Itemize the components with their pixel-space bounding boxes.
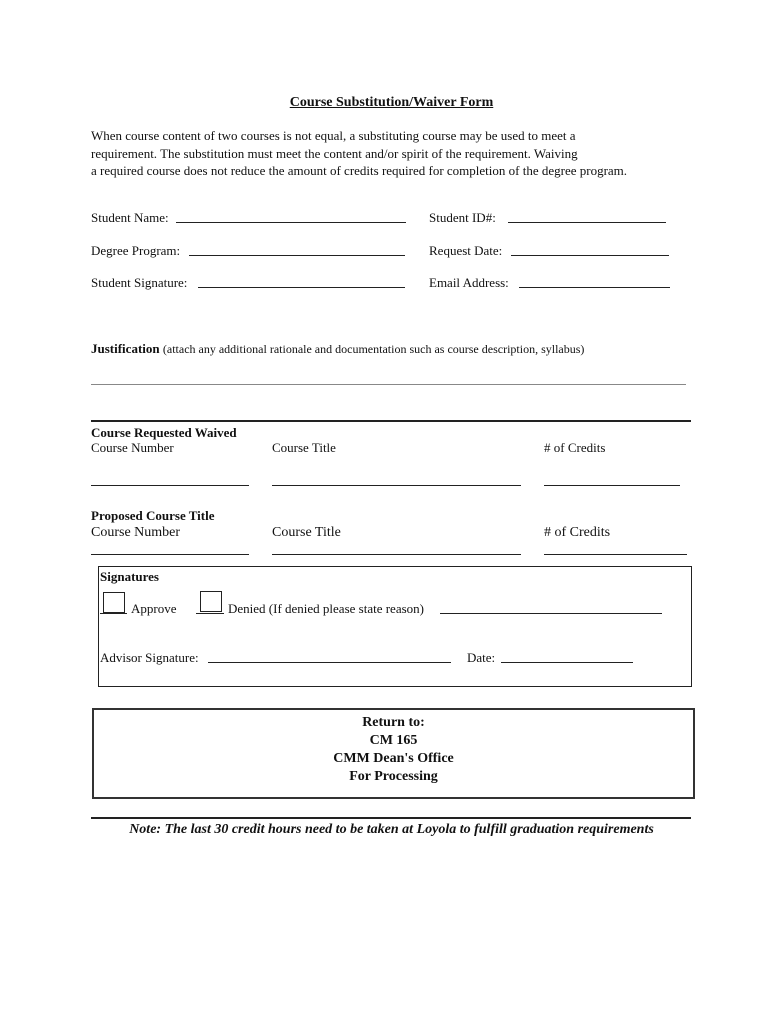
student-signature-field[interactable] (198, 287, 405, 288)
email-address-field[interactable] (519, 287, 670, 288)
waived-col-title: Course Title (272, 440, 336, 455)
degree-program-field[interactable] (189, 255, 405, 256)
proposed-col-credits: # of Credits (544, 525, 611, 540)
advisor-signature-field[interactable] (208, 662, 451, 663)
approve-underline (100, 613, 127, 614)
student-signature-label: Student Signature: (91, 275, 188, 290)
request-date-label: Request Date: (429, 243, 503, 258)
return-line: CM 165 (369, 733, 418, 748)
request-date-field[interactable] (511, 255, 669, 256)
proposed-number-field[interactable] (91, 554, 249, 555)
advisor-signature-label: Advisor Signature: (100, 650, 199, 665)
justification-heading (91, 341, 584, 357)
advisor-date-label: Date: (467, 650, 496, 665)
waived-credits-field[interactable] (544, 485, 680, 486)
justification-hint: (attach any additional rationale and documentation such as course description, syllabus) (162, 342, 585, 356)
approve-checkbox[interactable] (103, 592, 125, 613)
proposed-credits-field[interactable] (544, 554, 687, 555)
waived-number-field[interactable] (91, 485, 249, 486)
denied-label: Denied (If denied please state reason) (228, 601, 424, 616)
signatures-box (98, 566, 692, 687)
denied-underline (196, 613, 224, 614)
waived-heading: Course Requested Waived (91, 425, 237, 440)
advisor-date-field[interactable] (501, 662, 633, 663)
student-id-field[interactable] (508, 222, 666, 223)
return-line: Return to: (362, 715, 425, 730)
degree-program-label: Degree Program: (91, 243, 181, 258)
signatures-heading: Signatures (100, 569, 159, 584)
form-title: Course Substitution/Waiver Form (289, 95, 494, 110)
graduation-note: Note: The last 30 credit hours need to be taken at Loyola to fulfill graduation requirements (129, 822, 654, 837)
intro-paragraph (91, 127, 691, 180)
justification-field[interactable] (91, 384, 686, 385)
approve-label: Approve (131, 601, 177, 616)
intro-line: requirement. The substitution must meet the content and/or spirit of the requirement. Waiving (91, 145, 578, 161)
intro-line: a required course does not reduce the amount of credits required for completion of the degree program. (91, 163, 628, 178)
student-name-field[interactable] (176, 222, 406, 223)
student-name-label: Student Name: (91, 210, 169, 225)
intro-line: When course content of two courses is not equal, a substituting course may be used to meet a (91, 128, 576, 143)
note-divider (91, 817, 691, 819)
proposed-title-field[interactable] (272, 554, 521, 555)
proposed-heading: Proposed Course Title (91, 508, 215, 523)
proposed-col-number: Course Number (91, 525, 181, 540)
proposed-col-title: Course Title (272, 525, 341, 540)
waived-title-field[interactable] (272, 485, 521, 486)
return-line: For Processing (349, 769, 438, 784)
return-line: CMM Dean's Office (333, 751, 454, 766)
denied-reason-field[interactable] (440, 613, 662, 614)
denied-checkbox[interactable] (200, 591, 222, 612)
waived-col-number: Course Number (91, 440, 174, 455)
email-address-label: Email Address: (429, 275, 509, 290)
section-divider (91, 420, 691, 422)
return-box (92, 708, 695, 799)
justification-label: Justification (91, 341, 160, 356)
waived-col-credits: # of Credits (544, 440, 606, 455)
student-id-label: Student ID#: (429, 210, 496, 225)
